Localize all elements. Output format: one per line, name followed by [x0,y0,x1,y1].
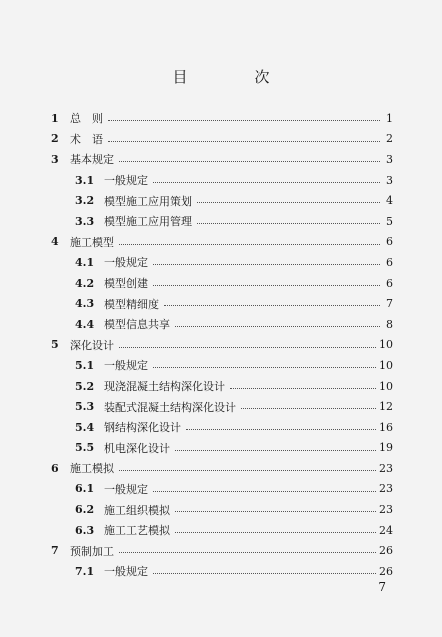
page-title: 目 次 [172,68,296,86]
dot-leader [108,141,380,142]
toc-entry[interactable] [0,376,442,397]
toc-entry[interactable] [0,293,442,314]
toc-entry[interactable] [0,520,442,541]
toc-entry-number: 4.3 [75,297,95,311]
dot-leader [230,388,380,389]
toc-entry-title: 施工组织模拟 [104,502,173,518]
toc-entry-number: 4 [51,235,59,249]
toc-entry[interactable] [0,561,442,582]
table-of-contents [0,108,442,582]
toc-entry-number: 5.1 [75,358,95,372]
toc-entry-page: 12 [376,400,393,413]
toc-entry-number: 7 [51,544,59,558]
toc-entry[interactable] [0,190,442,211]
toc-entry-title: 一般规定 [104,172,151,188]
toc-entry[interactable] [0,396,442,417]
dot-leader [153,264,380,265]
toc-entry-title: 机电深化设计 [104,440,173,456]
toc-entry[interactable] [0,355,442,376]
toc-entry-title: 预制加工 [70,543,117,559]
toc-entry-number: 3.3 [75,214,95,228]
toc-entry[interactable] [0,540,442,561]
dot-leader [153,573,380,574]
toc-entry[interactable] [0,252,442,273]
toc-entry-number: 1 [51,111,59,125]
toc-entry[interactable] [0,211,442,232]
toc-entry-number: 5.3 [75,400,95,414]
toc-entry-title: 一般规定 [104,357,151,373]
toc-entry-page: 3 [380,174,393,187]
toc-entry[interactable] [0,108,442,129]
dot-leader [164,305,380,306]
toc-entry-title: 术 语 [70,131,106,147]
toc-entry-number: 5.5 [75,441,95,455]
dot-leader [119,552,380,553]
toc-entry-page: 6 [380,277,393,290]
toc-entry-page: 23 [376,503,393,516]
toc-entry-page: 26 [376,565,393,578]
toc-entry-number: 6.1 [75,482,95,496]
toc-entry-page: 6 [380,256,393,269]
toc-entry-page: 26 [376,544,393,557]
toc-entry-title: 模型施工应用策划 [104,193,195,209]
toc-entry-title: 一般规定 [104,254,151,270]
toc-entry-title: 施工工艺模拟 [104,522,173,538]
toc-entry[interactable] [0,232,442,253]
toc-entry-number: 6 [51,461,59,475]
toc-entry-number: 6.2 [75,503,95,517]
toc-entry-number: 6.3 [75,523,95,537]
toc-entry-page: 6 [380,235,393,248]
dot-leader [175,532,380,533]
toc-entry-number: 4.1 [75,255,95,269]
toc-entry-title: 模型施工应用管理 [104,213,195,229]
dot-leader [175,511,380,512]
toc-entry-title: 现浇混凝土结构深化设计 [104,378,228,394]
dot-leader [119,161,380,162]
toc-entry-page: 10 [376,380,393,393]
toc-entry-number: 5 [51,338,59,352]
dot-leader [153,367,380,368]
dot-leader [153,182,380,183]
toc-entry[interactable] [0,129,442,150]
toc-entry-number: 7.1 [75,564,95,578]
toc-entry-number: 3 [51,152,59,166]
dot-leader [197,223,380,224]
toc-entry-page: 3 [380,153,393,166]
dot-leader [241,408,380,409]
toc-entry-number: 5.4 [75,420,95,434]
toc-entry-number: 3.1 [75,173,95,187]
toc-entry[interactable] [0,438,442,459]
toc-entry-title: 模型精细度 [104,296,162,312]
toc-entry-page: 10 [376,359,393,372]
dot-leader [175,326,380,327]
toc-entry-title: 深化设计 [70,337,117,353]
toc-entry[interactable] [0,170,442,191]
toc-entry-page: 1 [380,112,393,125]
toc-entry-title: 一般规定 [104,481,151,497]
dot-leader [153,491,380,492]
toc-entry[interactable] [0,417,442,438]
toc-entry-title: 模型创建 [104,275,151,291]
toc-entry-title: 装配式混凝土结构深化设计 [104,399,239,415]
toc-entry-title: 总 则 [70,110,106,126]
toc-entry-title: 基本规定 [70,151,117,167]
toc-entry-page: 24 [376,524,393,537]
toc-entry-page: 23 [376,482,393,495]
toc-entry[interactable] [0,458,442,479]
toc-entry[interactable] [0,314,442,335]
toc-entry-number: 3.2 [75,194,95,208]
dot-leader [119,470,380,471]
toc-entry-page: 10 [376,338,393,351]
toc-entry-title: 施工模拟 [70,460,117,476]
dot-leader [119,244,380,245]
toc-entry-page: 23 [376,462,393,475]
dot-leader [119,347,380,348]
toc-entry[interactable] [0,273,442,294]
toc-entry[interactable] [0,499,442,520]
dot-leader [197,202,380,203]
toc-entry[interactable] [0,479,442,500]
toc-entry[interactable] [0,149,442,170]
dot-leader [153,285,380,286]
toc-entry-number: 4.4 [75,317,95,331]
toc-entry-page: 8 [380,318,393,331]
dot-leader [186,429,380,430]
toc-entry-title: 模型信息共享 [104,316,173,332]
toc-entry-page: 19 [376,441,393,454]
dot-leader [175,450,380,451]
toc-entry-page: 2 [380,132,393,145]
toc-entry-page: 5 [380,215,393,228]
toc-entry-page: 16 [376,421,393,434]
toc-entry-title: 一般规定 [104,563,151,579]
dot-leader [108,120,380,121]
toc-entry-title: 施工模型 [70,234,117,250]
toc-entry[interactable] [0,335,442,356]
toc-entry-page: 4 [380,194,393,207]
toc-entry-number: 5.2 [75,379,95,393]
toc-entry-number: 2 [51,132,59,146]
toc-entry-page: 7 [380,297,393,310]
footer-page-number: 7 [378,580,386,594]
toc-entry-number: 4.2 [75,276,95,290]
toc-entry-title: 钢结构深化设计 [104,419,184,435]
